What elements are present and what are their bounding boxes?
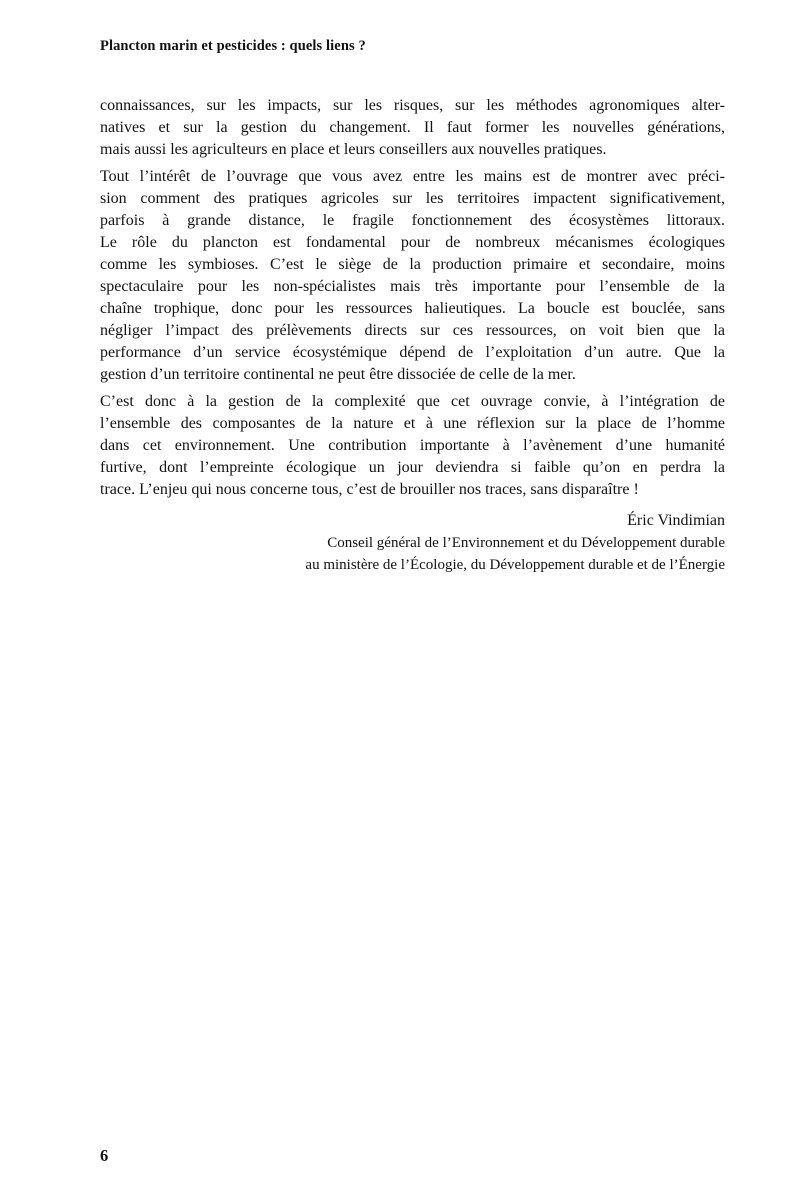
text-line: chaîne trophique, donc pour les ressources halieutiques. La boucle est bouclée, sans <box>100 300 725 317</box>
text-line: natives et sur la gestion du changement. Il faut former les nouvelles générations, <box>100 119 725 136</box>
text-line: mais aussi les agriculteurs en place et leurs conseillers aux nouvelles pratiques. <box>100 141 607 158</box>
paragraph-2 <box>100 166 725 386</box>
text-line: C’est donc à la gestion de la complexité que cet ouvrage convie, à l’intégration de <box>100 393 725 410</box>
text-line: spectaculaire pour les non-spécialistes mais très importante pour l’ensemble de la <box>100 278 725 295</box>
running-header: Plancton marin et pesticides : quels liens ? <box>100 38 366 54</box>
text-line: connaissances, sur les impacts, sur les risques, sur les méthodes agronomiques alter- <box>100 97 725 114</box>
body-text <box>100 95 725 501</box>
text-line: l’ensemble des composantes de la nature et à une réflexion sur la place de l’homme <box>100 415 725 432</box>
text-line: comme les symbioses. C’est le siège de la production primaire et secondaire, moins <box>100 256 725 273</box>
signature-affiliation-line-2: au ministère de l’Écologie, du Développement durable et de l’Énergie <box>305 557 725 573</box>
text-line: performance d’un service écosystémique dépend de l’exploitation d’un autre. Que la <box>100 344 725 361</box>
paragraph-1 <box>100 95 725 161</box>
text-line: parfois à grande distance, le fragile fonctionnement des écosystèmes littoraux. <box>100 212 725 229</box>
text-line: Le rôle du plancton est fondamental pour de nombreux mécanismes écologiques <box>100 234 725 251</box>
text-line: sion comment des pratiques agricoles sur les territoires impactent significativement, <box>100 190 725 207</box>
text-line: négliger l’impact des prélèvements directs sur ces ressources, on voit bien que la <box>100 322 725 339</box>
signature-name: Éric Vindimian <box>627 512 725 529</box>
paragraph-3 <box>100 391 725 501</box>
text-line: Tout l’intérêt de l’ouvrage que vous avez entre les mains est de montrer avec préci- <box>100 168 725 185</box>
signature-affiliation-line-1: Conseil général de l’Environnement et du Développement durable <box>327 535 725 551</box>
text-line: furtive, dont l’empreinte écologique un jour deviendra si faible qu’on en perdra la <box>100 459 725 476</box>
text-line: trace. L’enjeu qui nous concerne tous, c’est de brouiller nos traces, sans disparaître ! <box>100 481 639 498</box>
signature-block <box>305 510 725 576</box>
text-line: gestion d’un territoire continental ne peut être dissociée de celle de la mer. <box>100 366 576 383</box>
page-number: 6 <box>100 1146 109 1165</box>
text-line: dans cet environnement. Une contribution importante à l’avènement d’une humanité <box>100 437 725 454</box>
